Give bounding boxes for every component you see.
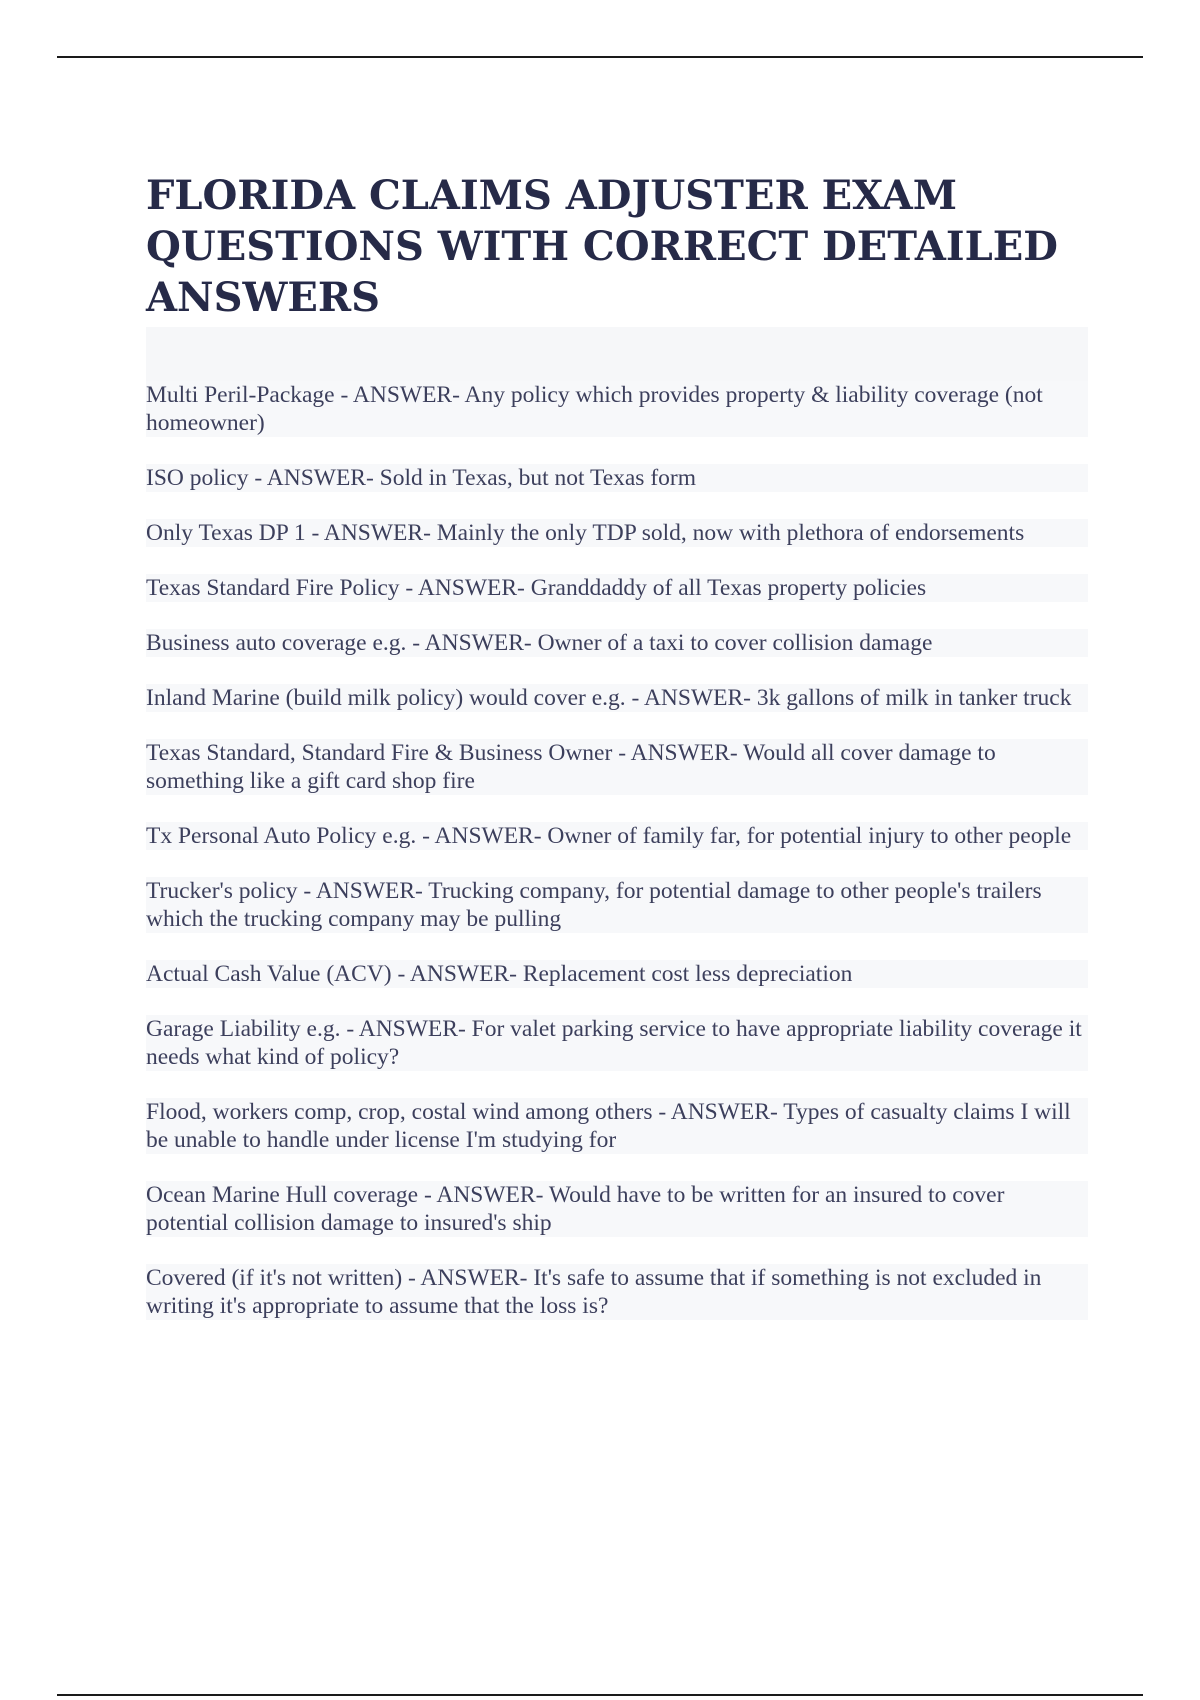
qa-item: Trucker's policy - ANSWER- Trucking company, for potential damage to other people's trailers which the trucking company may be pulling [146,877,1088,933]
title-highlight-band [146,327,1088,381]
qa-item: Texas Standard Fire Policy - ANSWER- Granddaddy of all Texas property policies [146,574,1088,602]
qa-item: Ocean Marine Hull coverage - ANSWER- Would have to be written for an insured to cover potential collision damage to insured's ship [146,1181,1088,1237]
qa-item: Multi Peril-Package - ANSWER- Any policy which provides property & liability coverage (not homeowner) [146,381,1088,437]
qa-item: Covered (if it's not written) - ANSWER- It's safe to assume that if something is not excluded in writing it's appropriate to assume that the loss is? [146,1264,1088,1320]
qa-item: Flood, workers comp, crop, costal wind among others - ANSWER- Types of casualty claims I will be unable to handle under license I'm studying for [146,1098,1088,1154]
qa-item: Inland Marine (build milk policy) would cover e.g. - ANSWER- 3k gallons of milk in tanker truck [146,684,1088,712]
document-title: FLORIDA CLAIMS ADJUSTER EXAM QUESTIONS WITH CORRECT DETAILED ANSWERS [146,172,1058,321]
document-body [146,170,1088,1347]
qa-item: Tx Personal Auto Policy e.g. - ANSWER- Owner of family far, for potential injury to other people [146,822,1088,850]
bottom-rule [57,1694,1143,1696]
qa-item: Only Texas DP 1 - ANSWER- Mainly the only TDP sold, now with plethora of endorsements [146,519,1088,547]
qa-item: Texas Standard, Standard Fire & Business Owner - ANSWER- Would all cover damage to something like a gift card shop fire [146,739,1088,795]
qa-item: ISO policy - ANSWER- Sold in Texas, but not Texas form [146,464,1088,492]
qa-item: Business auto coverage e.g. - ANSWER- Owner of a taxi to cover collision damage [146,629,1088,657]
qa-item: Actual Cash Value (ACV) - ANSWER- Replacement cost less depreciation [146,960,1088,988]
qa-list [146,381,1088,1320]
top-rule [57,56,1143,58]
qa-item: Garage Liability e.g. - ANSWER- For valet parking service to have appropriate liability coverage it needs what kind of policy? [146,1015,1088,1071]
